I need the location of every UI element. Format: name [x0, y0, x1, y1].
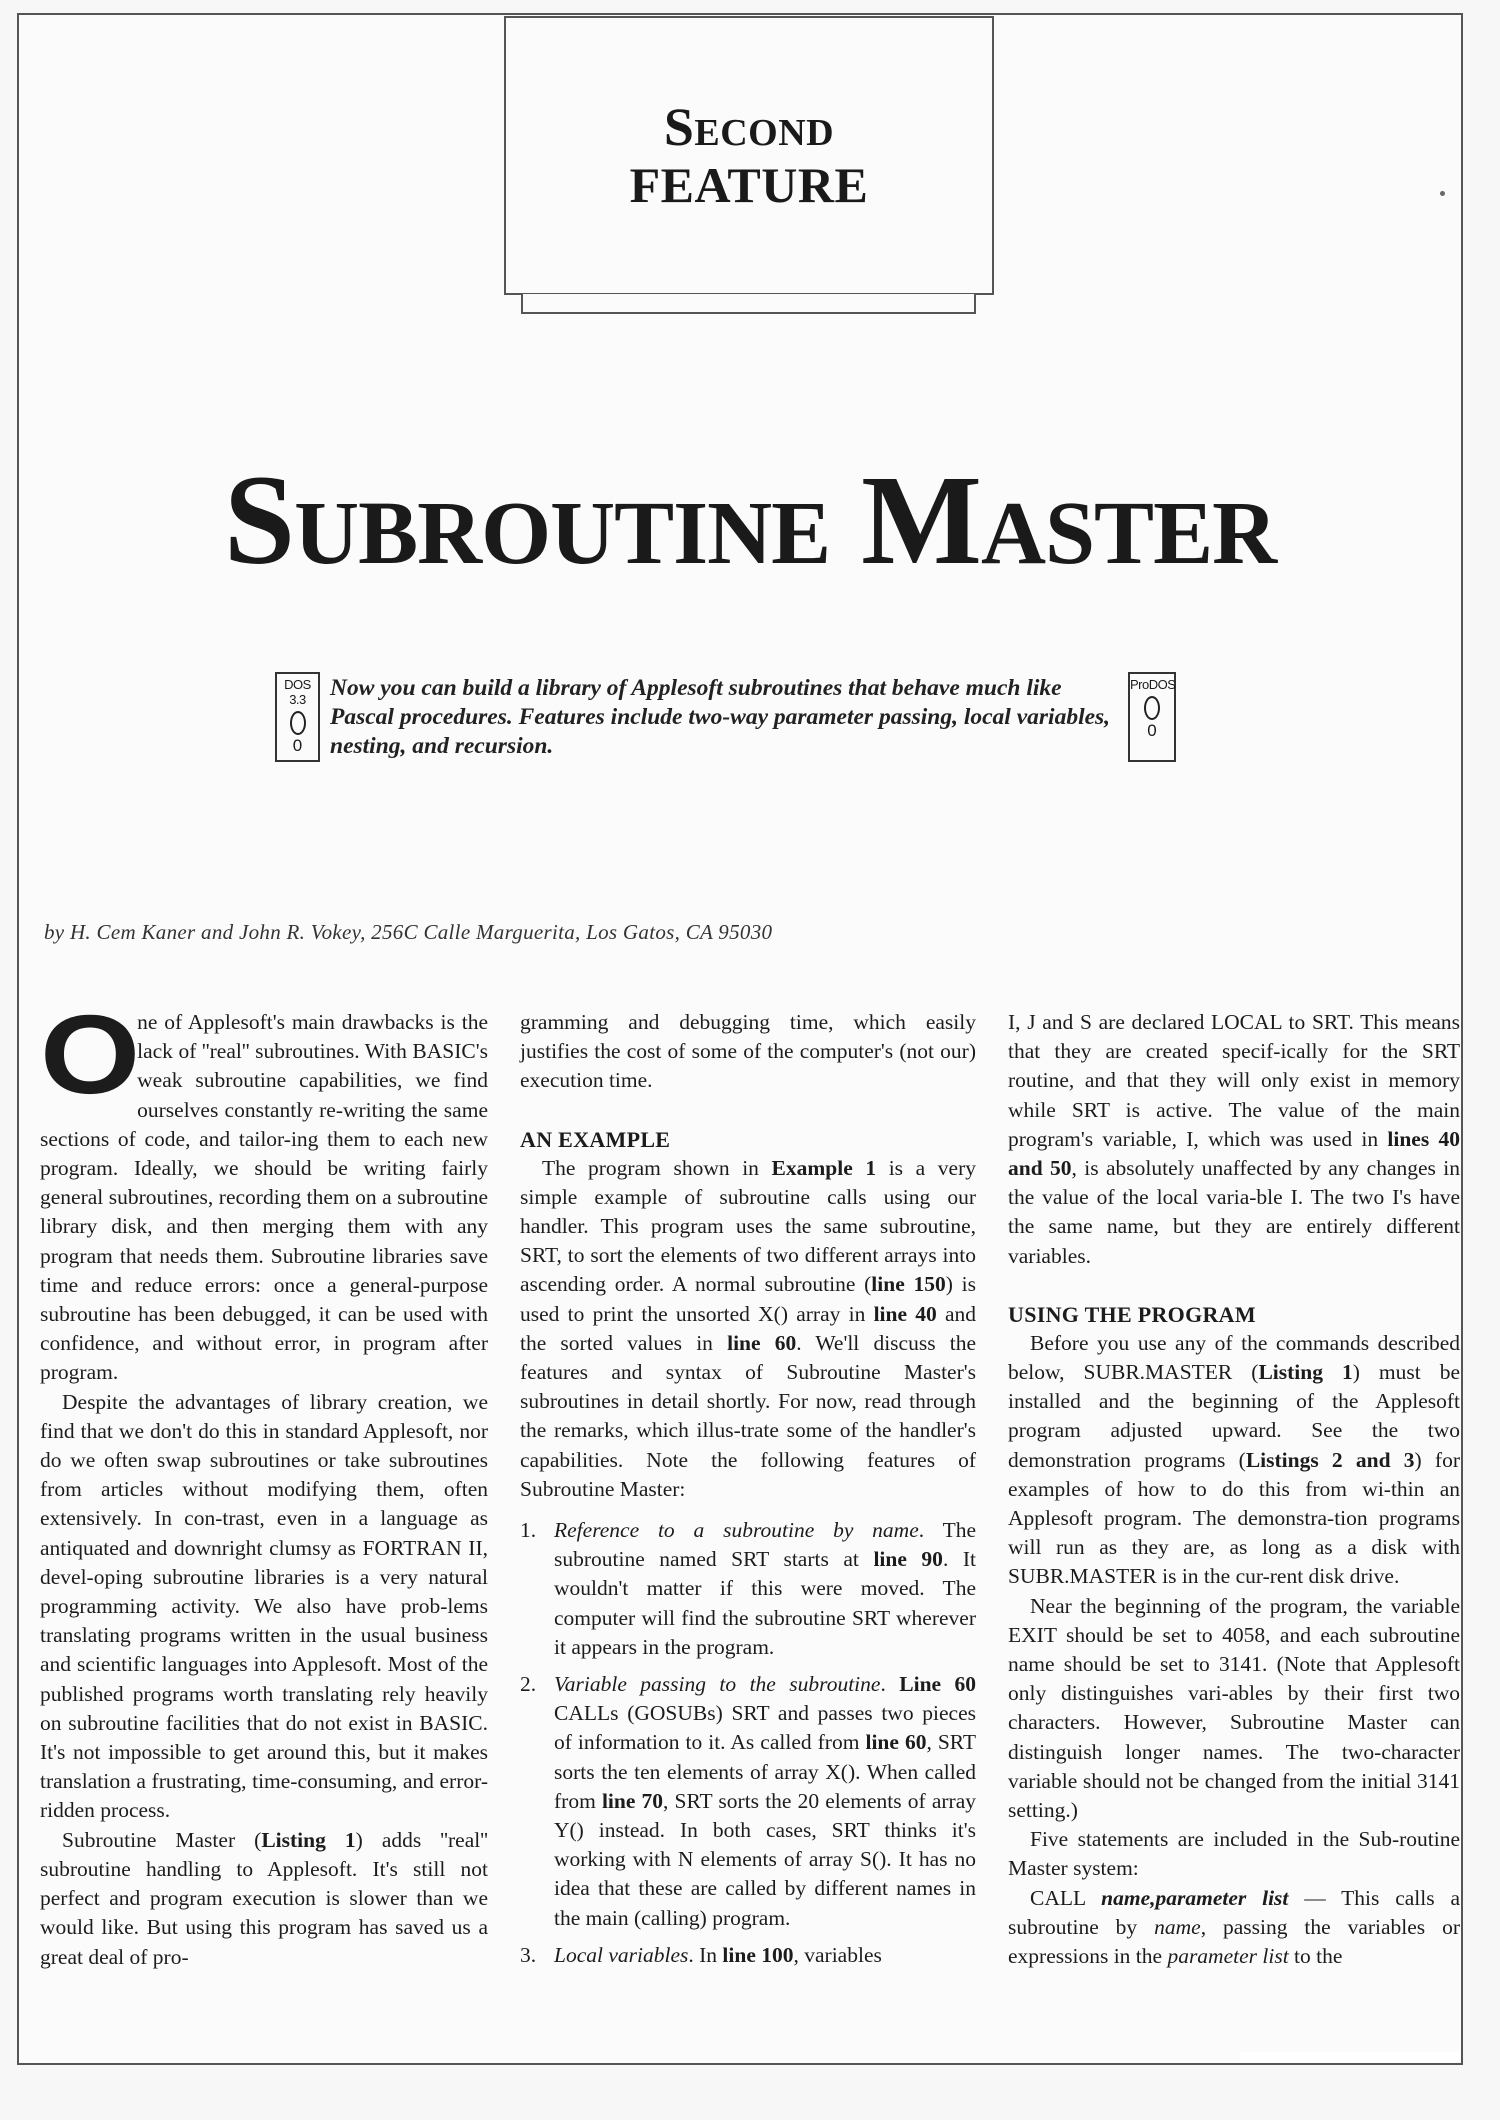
list-item	[520, 1516, 976, 1662]
subheading-using-the-program: USING THE PROGRAM	[1008, 1301, 1256, 1327]
section-header-line1: Second	[663, 96, 835, 157]
paragraph: gramming and debugging time, which easily justifies the cost of some of the computer's (not our) execution time.	[520, 1010, 976, 1093]
text-run: Subroutine Master (	[62, 1827, 262, 1852]
text-run: , is absolutely unaffected by any changes in the value of the local varia-ble I. The two I's have the same name, but they are entirely different variables.	[1008, 1156, 1460, 1268]
column-2	[520, 1008, 976, 1978]
bold-italic-run: name,parameter list	[1101, 1885, 1289, 1910]
list-item	[520, 1670, 976, 1933]
listing-ref: Listing 1	[261, 1827, 356, 1852]
italic-run: Reference to a subroutine by name	[554, 1518, 919, 1543]
dos-badge	[275, 672, 320, 762]
text-run: ) must be installed and the beginning of the Applesoft program adjusted upward. See the two demonstration programs (	[1008, 1360, 1460, 1472]
text-run: Before you use any of the commands described below, SUBR.MASTER (	[1008, 1330, 1460, 1385]
bold-run: line 150	[871, 1272, 946, 1297]
bold-run: Line 60	[899, 1672, 976, 1697]
italic-run: name	[1154, 1914, 1201, 1939]
text-run: . It wouldn't matter if this were moved. The computer will find the subroutine SRT wherever it appears in the program.	[554, 1547, 976, 1659]
paragraph	[40, 1826, 488, 1972]
article-deck: Now you can build a library of Applesoft subroutines that behave much like Pascal procedures. Features include two-way parameter passing, local variables, nesting, and recursion.	[330, 675, 1111, 759]
paragraph: Near the beginning of the program, the variable EXIT should be set to 4058, and each subroutine name should be set to 3141. (Note that Applesoft only distinguishes vari-ables by their first two characters. However, Subroutine Master can distinguish longer names. The two-character variable should not be changed from the initial 3141 setting.)	[1008, 1593, 1460, 1823]
blank-patch	[1240, 2052, 1460, 2062]
text-run: , SRT sorts the 20 elements of array Y() instead. In both cases, SRT thinks it's working with N elements of array S(). It has no idea that these are called by different names in the main (calling) program.	[554, 1788, 976, 1930]
text-run: is a very simple example of subroutine calls using our handler. This program uses the same subroutine, SRT, to sort the elements of two different arrays into ascending order. A normal subroutine (	[520, 1155, 976, 1297]
column-3	[1008, 1008, 1460, 1971]
bold-run: Listings 2 and 3	[1245, 1447, 1415, 1472]
text-run: I, J and S are declared LOCAL to SRT. This means that they are created specif-ically for the SRT routine, and that they will only exist in memory while SRT is active. The value of the main program's variable, I, which was used in	[1008, 1010, 1460, 1151]
column-1	[40, 992, 488, 1972]
bold-run: line 40	[873, 1301, 937, 1326]
list-text	[554, 1670, 976, 1933]
text-run: . We'll discuss the features and syntax of Subroutine Master's subroutines in detail shortly. For now, read through the remarks, which illus-trate some of the handler's capabilities. Note the following features of Subroutine Master:	[520, 1330, 976, 1501]
text-run: ) is used to print the unsorted X() array in	[520, 1272, 977, 1326]
section-header-tab	[521, 294, 976, 314]
prodos-badge-label: ProDOS	[1130, 677, 1176, 692]
text-run: CALLs (GOSUBs) SRT and passes two pieces of information to it. As called from	[554, 1701, 976, 1755]
bold-run: line 60	[865, 1730, 927, 1755]
byline: by H. Cem Kaner and John R. Vokey, 256C Calle Marguerita, Los Gatos, CA 95030	[44, 920, 773, 944]
paragraph: Five statements are included in the Sub-routine Master system:	[1008, 1827, 1460, 1881]
dos-badge-value: 0	[292, 736, 303, 755]
text-run: CALL	[1030, 1885, 1102, 1910]
text-run: ) adds ''real'' subroutine handling to Applesoft. It's still not perfect and program execution is slower than we would like. But using this program has saved us a great deal of pro-	[40, 1827, 488, 1969]
bold-run: line 70	[601, 1788, 664, 1813]
dos-badge-label: DOS 3.3	[284, 677, 311, 707]
bold-run: line 60	[727, 1330, 797, 1355]
paragraph	[1008, 1884, 1460, 1972]
bold-run: Listing 1	[1258, 1360, 1353, 1385]
paragraph: ne of Applesoft's main drawbacks is the lack of ''real'' subroutines. With BASIC's weak subroutine capabilities, we find ourselves constantly re-writing the same sections of code, and tailor-ing them to each new program. Ideally, we should be writing fairly general subroutines, recording them on a subroutine library disk, and then merging them with any program that needs them. Subroutine libraries save time and reduce errors: once a general-purpose subroutine has been debugged, it can be used with confidence, and without error, in program after program.	[40, 1010, 488, 1385]
paragraph	[1008, 1329, 1460, 1592]
text-run: .	[880, 1672, 900, 1697]
text-run: — This calls a subroutine by	[1008, 1885, 1460, 1939]
italic-run: parameter list	[1167, 1944, 1289, 1969]
section-header-line2: FEATURE	[629, 156, 869, 213]
speck-dot	[1440, 191, 1445, 196]
list-text	[554, 1516, 976, 1662]
italic-run: Variable passing to the subroutine	[554, 1672, 881, 1697]
text-run: and the sorted values in	[520, 1301, 976, 1355]
prodos-badge	[1128, 672, 1176, 762]
disk-circle-icon	[290, 711, 306, 735]
text-run: . The subroutine named SRT starts at	[554, 1518, 976, 1572]
section-header-box	[504, 16, 994, 295]
disk-circle-icon	[1144, 696, 1160, 720]
bold-run: lines 40 and 50	[1008, 1126, 1460, 1181]
text-run: ) for examples of how to do this from wi-thin an Applesoft program. The demonstra-tion programs will run as they are, as long as a disk with SUBR.MASTER is in the cur-rent disk drive.	[1008, 1447, 1460, 1589]
italic-run: Local variables	[554, 1942, 689, 1967]
text-run: The program shown in	[542, 1155, 772, 1180]
drop-cap: O	[40, 992, 141, 1117]
prodos-badge-value: 0	[1147, 721, 1157, 740]
list-text	[554, 1941, 976, 1970]
list-number: 2.	[520, 1672, 537, 1697]
article-title: Subroutine Master	[223, 449, 1277, 591]
text-run: , variables	[793, 1942, 882, 1967]
text-run: . In	[688, 1942, 723, 1967]
bold-run: Example 1	[771, 1155, 877, 1180]
text-run: , SRT sorts the ten elements of array X(). When called from	[554, 1730, 976, 1813]
list-item	[520, 1941, 976, 1970]
paragraph	[520, 1154, 976, 1504]
text-run: , passing the variables or expressions in the	[1008, 1914, 1460, 1969]
bold-run: line 100	[722, 1942, 794, 1967]
bold-run: line 90	[873, 1547, 943, 1572]
paragraph	[1008, 1008, 1460, 1271]
list-number: 1.	[520, 1518, 537, 1543]
feature-list	[520, 1516, 976, 1970]
paragraph: Despite the advantages of library creation, we find that we don't do this in standard Applesoft, nor do we often swap subroutines or take subroutines from articles without modifying them, often extensively. In con-trast, even in a language as antiquated and downright clumsy as FORTRAN II, devel-oping subroutine libraries is a very natural programming activity. We also have prob-lems translating programs written in the usual business and scientific languages into Applesoft. Most of the published programs worth translating rely heavily on subroutine facilities that do not exist in BASIC. It's not impossible to get around this, but it makes translation a frustrating, time-consuming, and error-ridden process.	[40, 1389, 488, 1823]
text-run: to the	[1288, 1944, 1343, 1969]
list-number: 3.	[520, 1942, 537, 1967]
subheading-an-example: AN EXAMPLE	[520, 1126, 671, 1152]
